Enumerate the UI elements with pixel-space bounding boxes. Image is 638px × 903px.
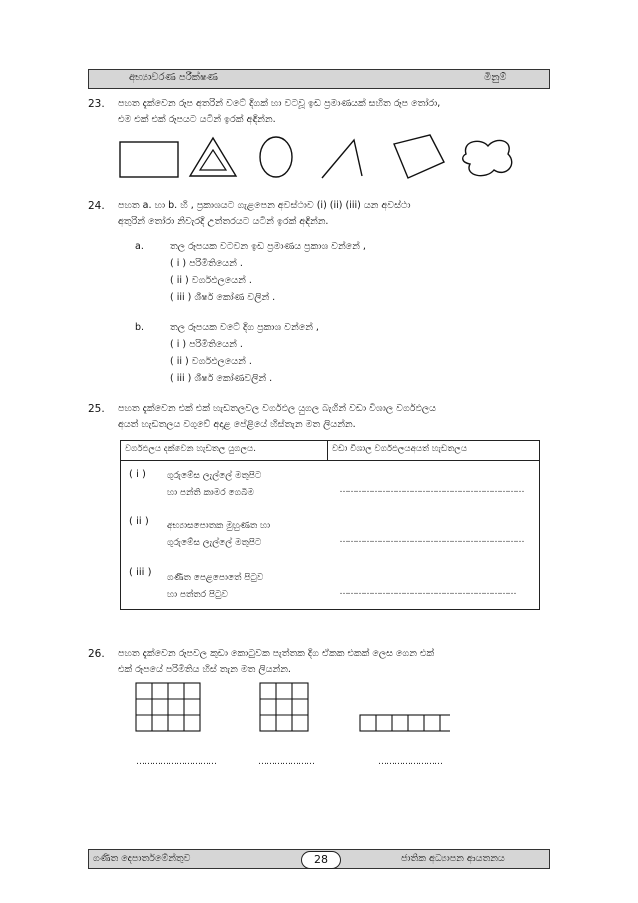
ellipse-shape <box>260 137 292 177</box>
q24b-option-3: ( iii ) ශීර්ෂ කෝණවලින් . <box>170 373 273 384</box>
q26-line2: එක් රූපයේ පරිමිතිය හිස් තැන මත ලියන්න. <box>118 664 291 675</box>
q25-row3-blank[interactable]: ………………………………………………………… <box>339 587 516 597</box>
q25-line2: අයත් හැඩතලය වගුවේ අදාළ පේළියේ හිස්තැන මත ලියන්න. <box>118 419 356 430</box>
header-title: අභ්‍යාවරණ පරීක්ෂණ <box>129 72 218 83</box>
q26-blank-2[interactable]: ………………… <box>258 757 314 767</box>
q24b-label: b. <box>135 322 145 333</box>
q25-answers-cell <box>328 461 540 610</box>
q25-number: 25. <box>88 403 105 415</box>
page-number: 28 <box>301 851 341 869</box>
q23-line1: පහත දැක්වෙන රූප අතරින් වටේ දිගක් හා වටවූ ඉඩ ප්‍රමාණයක් සහිත රූප තෝරා, <box>118 98 441 109</box>
footer-institute: ජාතික අධ්‍යාපන ආයතනය <box>401 853 505 864</box>
nested-triangle-shape <box>190 138 236 176</box>
q24-number: 24. <box>88 200 105 212</box>
q26-blank-1[interactable]: ………………………… <box>136 757 216 767</box>
blob-shape <box>463 140 512 175</box>
grid-8x1 <box>360 715 450 731</box>
q26-number: 26. <box>88 648 105 660</box>
quadrilateral-shape <box>394 135 444 178</box>
header-topic: මිනුම් <box>484 72 507 83</box>
q25-row1-label: ( i ) <box>129 469 146 480</box>
q25-col1-header: වර්ගඵලය දක්වෙන හැඩතල යුගලය. <box>121 441 328 461</box>
q24b-option-1: ( i ) පරිමිතියෙන් . <box>170 339 243 350</box>
q26-line1: පහත දැක්වෙන රූපවල කුඩා කොටුවක පැත්තක දිග ඒකක එකක් ලෙස ගෙන එක් <box>118 648 435 659</box>
q24a-option-3: ( iii ) ශීර්ෂ කෝණ වලින් . <box>170 292 276 303</box>
grid-3x3 <box>260 683 308 731</box>
q25-row2-blank[interactable]: …………………………………………………………… <box>339 535 524 545</box>
q24-line2: අතුරින් තෝරා නිවැරදි උත්තරයට යටින් ඉරක් අඳින්න. <box>118 216 329 227</box>
q25-row3-line1: ගණිත පෙළපොතේ පිටුව <box>167 573 264 583</box>
q24-line1: පහත a. හා b. හි , ප්‍රකාශයට ගැළපෙන අවස්ථාව (i) (ii) (iii) යන අවස්ථා <box>118 200 411 211</box>
q25-row2-line2: ගුරුමේස ලැල්ලේ මතුපිට <box>167 538 262 548</box>
q25-row1-line1: ගුරුමේස ලැල්ලේ මතුපිට <box>167 471 262 481</box>
q24a-option-2: ( ii ) වර්ගඵලයෙන් . <box>170 275 252 286</box>
footer-department: ගණිත දෙපාර්තමේන්තුව <box>93 853 191 864</box>
q23-line2: එම එක් එක් රූපයට යටින් ඉරක් අඳින්න. <box>118 114 276 125</box>
q25-row1-blank[interactable]: …………………………………………………………… <box>339 485 524 495</box>
q24a-stem: තල රූපයක වටවන ඉඩ ප්‍රමාණය ප්‍රකාශ වන්නේ , <box>170 241 366 252</box>
q23-shapes <box>110 132 530 182</box>
q25-row2-line1: අභ්‍යාසපොතක මුහුණත හා <box>167 521 271 531</box>
footer-bar <box>88 849 550 869</box>
q26-grids <box>130 680 450 740</box>
rectangle-shape <box>120 142 178 177</box>
open-angle-shape <box>322 140 362 178</box>
header-bar <box>88 69 550 89</box>
q25-row3-line2: හා පත්තර පිටුව <box>167 590 228 600</box>
q25-row3-label: ( iii ) <box>129 567 152 578</box>
q26-blank-3[interactable]: …………………… <box>378 757 442 767</box>
q25-table <box>120 440 540 610</box>
q24b-option-2: ( ii ) වර්ගඵලයෙන් . <box>170 356 252 367</box>
q25-row1-line2: හා පන්ති කාමර ගෙබිම <box>167 488 254 498</box>
q25-col2-header: වඩා විශාල වර්ගඵලයඅයත් හැඩතලය <box>328 441 540 461</box>
q24a-label: a. <box>135 241 144 252</box>
q25-line1: පහත දැක්වෙන එක් එක් හැඩතලවල වර්ගඵල යුගල බැගින් වඩා විශාල වර්ගඵලය <box>118 403 436 414</box>
q24a-option-1: ( i ) පරිමිතියෙන් . <box>170 258 243 269</box>
grid-4x3 <box>136 683 200 731</box>
q25-pairs-cell <box>121 461 328 610</box>
q23-number: 23. <box>88 98 105 110</box>
q24b-stem: තල රූපයක වටේ දිග ප්‍රකාශ වන්නේ , <box>170 322 319 333</box>
q25-row2-label: ( ii ) <box>129 516 149 527</box>
